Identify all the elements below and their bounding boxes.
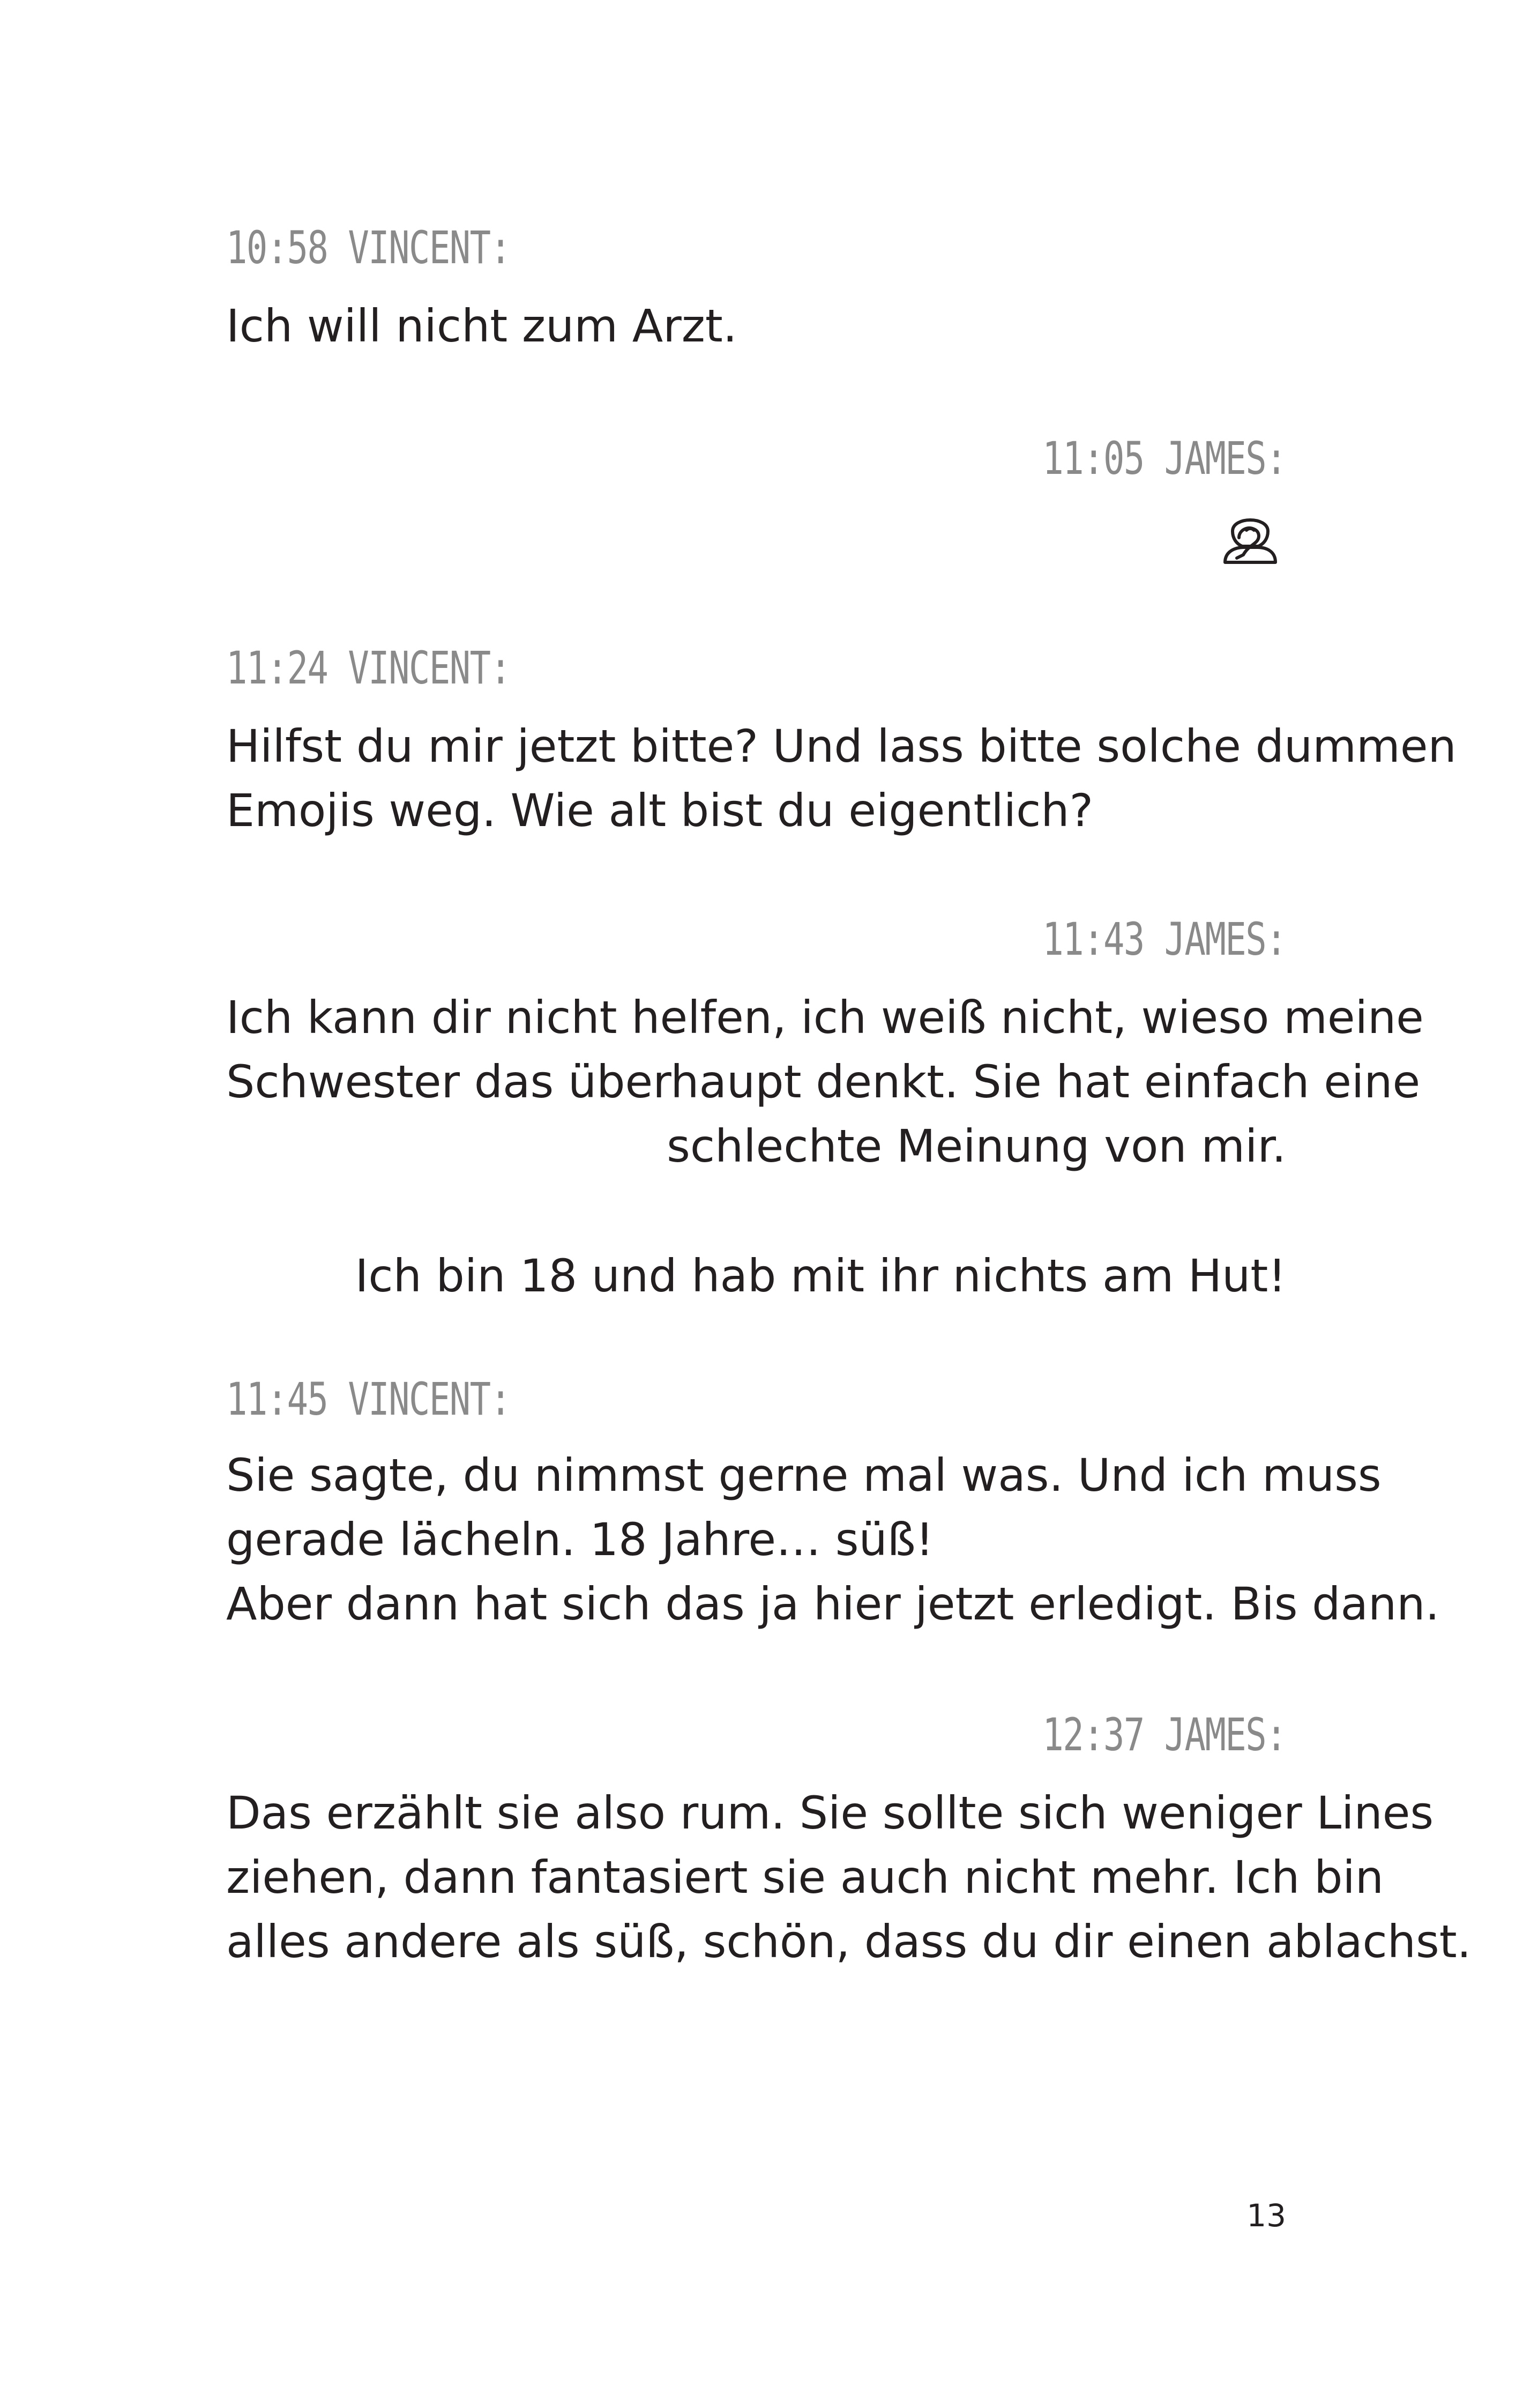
message-body — [226, 714, 1457, 843]
page-number: 13 — [1246, 2197, 1286, 2234]
message-body — [226, 1781, 1472, 1974]
message-line: Ich bin 18 und hab mit ihr nichts am Hut! — [355, 1250, 1286, 1302]
message-vincent-3 — [226, 1372, 1286, 1426]
message-james-3 — [226, 1708, 1286, 1762]
message-line: Schwester das überhaupt denkt. Sie hat einfach eine — [226, 1056, 1421, 1108]
message-line: schlechte Meinung von mir. — [667, 1120, 1286, 1172]
message-header: 11:45 VINCENT: — [226, 1373, 511, 1425]
face-palm-icon — [1221, 507, 1280, 566]
message-vincent-2 — [226, 641, 1286, 695]
message-james-2 — [226, 912, 1286, 966]
message-body — [226, 294, 1286, 358]
message-line: Das erzählt sie also rum. Sie sollte sich weniger Lines — [226, 1787, 1434, 1839]
message-line: ziehen, dann fantasiert sie auch nicht mehr. Ich bin — [226, 1851, 1384, 1904]
message-header: 11:05 JAMES: — [1042, 432, 1286, 485]
message-line: alles andere als süß, schön, dass du dir einen ablachst. — [226, 1915, 1472, 1968]
message-body — [226, 1443, 1440, 1636]
message-header: 11:24 VINCENT: — [226, 642, 511, 694]
message-line: Ich kann dir nicht helfen, ich weiß nicht, wieso meine — [226, 991, 1424, 1044]
message-line: Sie sagte, du nimmst gerne mal was. Und ich muss — [226, 1449, 1382, 1502]
message-header: 10:58 VINCENT: — [226, 221, 511, 274]
message-line: Emojis weg. Wie alt bist du eigentlich? — [226, 784, 1094, 837]
message-line: Ich will nicht zum Arzt. — [226, 300, 737, 352]
message-header: 11:43 JAMES: — [1042, 913, 1286, 965]
message-vincent-1 — [226, 221, 1286, 274]
message-line: Hilfst du mir jetzt bitte? Und lass bitte solche dummen — [226, 720, 1457, 772]
message-line: gerade lächeln. 18 Jahre… süß! — [226, 1513, 934, 1566]
message-james-1 — [226, 432, 1286, 485]
message-header: 12:37 JAMES: — [1042, 1708, 1286, 1761]
message-body — [226, 985, 1424, 1178]
message-line: Aber dann hat sich das ja hier jetzt erledigt. Bis dann. — [226, 1578, 1440, 1630]
message-followup — [226, 1244, 1286, 1308]
